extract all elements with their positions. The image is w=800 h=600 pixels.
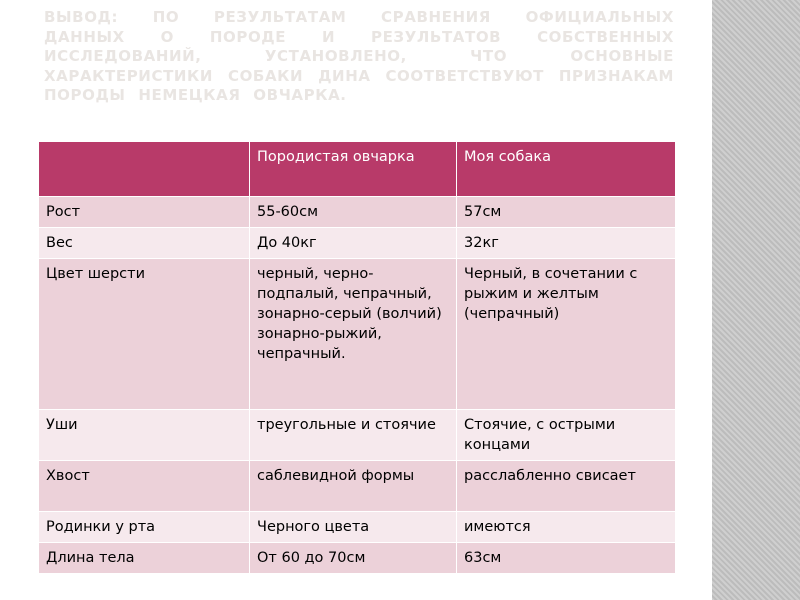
my-dog-value-cell: 57см bbox=[457, 197, 676, 228]
row-label-cell: Хвост bbox=[39, 461, 250, 512]
header-cell-my-dog: Моя собака bbox=[457, 142, 676, 197]
header-cell-breed: Породистая овчарка bbox=[250, 142, 457, 197]
table-row bbox=[39, 461, 676, 512]
breed-value-cell: саблевидной формы bbox=[250, 461, 457, 512]
my-dog-value-cell: 63см bbox=[457, 543, 676, 574]
table-row bbox=[39, 259, 676, 410]
row-label-cell: Уши bbox=[39, 410, 250, 461]
decorative-side-strip bbox=[712, 0, 800, 600]
table-row bbox=[39, 543, 676, 574]
breed-value-cell: От 60 до 70см bbox=[250, 543, 457, 574]
header-cell-empty bbox=[39, 142, 250, 197]
my-dog-value-cell: 32кг bbox=[457, 228, 676, 259]
comparison-table bbox=[38, 141, 676, 574]
breed-value-cell: черный, черно-подпалый, чепрачный, зонарно-серый (волчий) зонарно-рыжий, чепрачный. bbox=[250, 259, 457, 410]
row-label-cell: Вес bbox=[39, 228, 250, 259]
table-row bbox=[39, 410, 676, 461]
row-label-cell: Длина тела bbox=[39, 543, 250, 574]
my-dog-value-cell: Черный, в сочетании с рыжим и желтым (чепрачный) bbox=[457, 259, 676, 410]
slide-title: ВЫВОД: ПО РЕЗУЛЬТАТАМ СРАВНЕНИЯ ОФИЦИАЛЬНЫХ ДАННЫХ О ПОРОДЕ И РЕЗУЛЬТАТОВ СОБСТВЕННЫХ ИССЛЕДОВАНИЙ, УСТАНОВЛЕНО, ЧТО ОСНОВНЫЕ ХАРАКТЕРИСТИКИ СОБАКИ ДИНА СООТВЕТСТВУЮТ ПРИЗНАКАМ ПОРОДЫ НЕМЕЦКАЯ ОВЧАРКА. bbox=[44, 8, 674, 104]
row-label-cell: Рост bbox=[39, 197, 250, 228]
breed-value-cell: До 40кг bbox=[250, 228, 457, 259]
breed-value-cell: Черного цвета bbox=[250, 512, 457, 543]
table-row bbox=[39, 512, 676, 543]
table-row bbox=[39, 228, 676, 259]
row-label-cell: Цвет шерсти bbox=[39, 259, 250, 410]
breed-value-cell: треугольные и стоячие bbox=[250, 410, 457, 461]
row-label-cell: Родинки у рта bbox=[39, 512, 250, 543]
breed-value-cell: 55-60см bbox=[250, 197, 457, 228]
my-dog-value-cell: расслабленно свисает bbox=[457, 461, 676, 512]
table-header-row bbox=[39, 142, 676, 197]
table-row bbox=[39, 197, 676, 228]
my-dog-value-cell: Стоячие, с острыми концами bbox=[457, 410, 676, 461]
my-dog-value-cell: имеются bbox=[457, 512, 676, 543]
